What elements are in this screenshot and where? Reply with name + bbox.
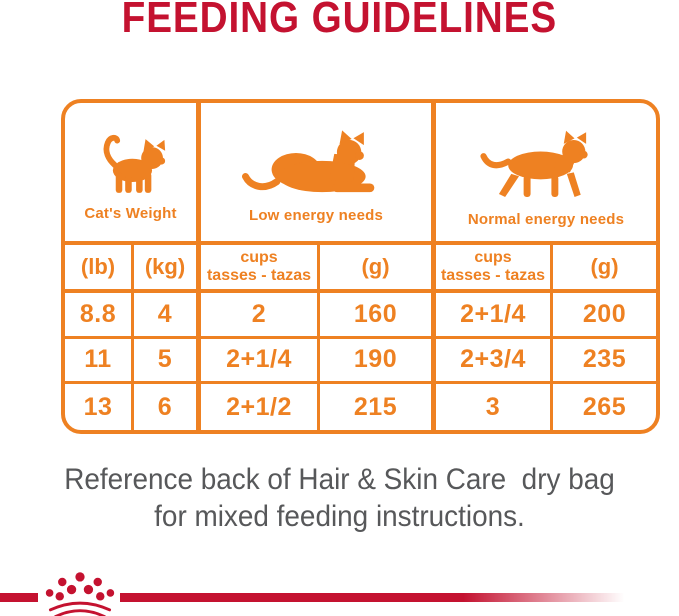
table-cell: 265 [582, 392, 627, 421]
table-cell: 2+1/4 [201, 339, 320, 385]
feeding-table [61, 99, 660, 434]
table-cell: 5 [134, 339, 201, 385]
table-cell: 4 [134, 293, 201, 339]
table-cell: 3 [436, 384, 553, 430]
column-header-cups-low: cups tasses - tazas [201, 245, 320, 293]
note-line-2: for mixed feeding instructions. [154, 500, 525, 533]
table-cell: 13 [65, 384, 134, 430]
column-header-grams-normal: (g) [553, 245, 656, 293]
page-title: FEEDING GUIDELINES [121, 0, 558, 42]
cat-walking-icon [480, 123, 612, 204]
table-cell: 235 [553, 339, 656, 385]
column-header-cups-normal: cups tasses - tazas [436, 245, 553, 293]
table-cell: 2+1/4 [436, 293, 553, 339]
mixed-feeding-note [0, 461, 679, 535]
table-cell: 8.8 [65, 293, 134, 339]
section-normal-energy [436, 103, 656, 245]
column-header-grams-low: (g) [320, 245, 436, 293]
table-cell: 215 [320, 384, 436, 430]
note-line-1: Reference back of Hair & Skin Care dry bag [64, 463, 615, 496]
table-cell: 2+1/2 [201, 384, 320, 430]
section-label: Cat's Weight [84, 204, 177, 222]
footer-rule-right [120, 593, 640, 602]
royal-canin-crown-logo [42, 571, 118, 616]
table-cell: 190 [320, 339, 436, 385]
table-cell: 11 [65, 339, 134, 385]
table-cell: 160 [320, 293, 436, 339]
table-cell: 2 [201, 293, 320, 339]
section-label: Normal energy needs [467, 210, 625, 228]
table-cell: 2+3/4 [436, 339, 553, 385]
column-header-kg: (kg) [134, 245, 201, 293]
table-cell: 200 [553, 293, 656, 339]
column-header-lb: (lb) [65, 245, 134, 293]
section-label: Low energy needs [248, 207, 384, 224]
section-cats-weight [65, 103, 201, 245]
table-cell: 6 [134, 384, 201, 430]
kitten-standing-icon [91, 129, 171, 198]
section-low-energy [201, 103, 436, 245]
footer-rule-left [0, 593, 38, 602]
cat-lying-icon [242, 126, 390, 200]
